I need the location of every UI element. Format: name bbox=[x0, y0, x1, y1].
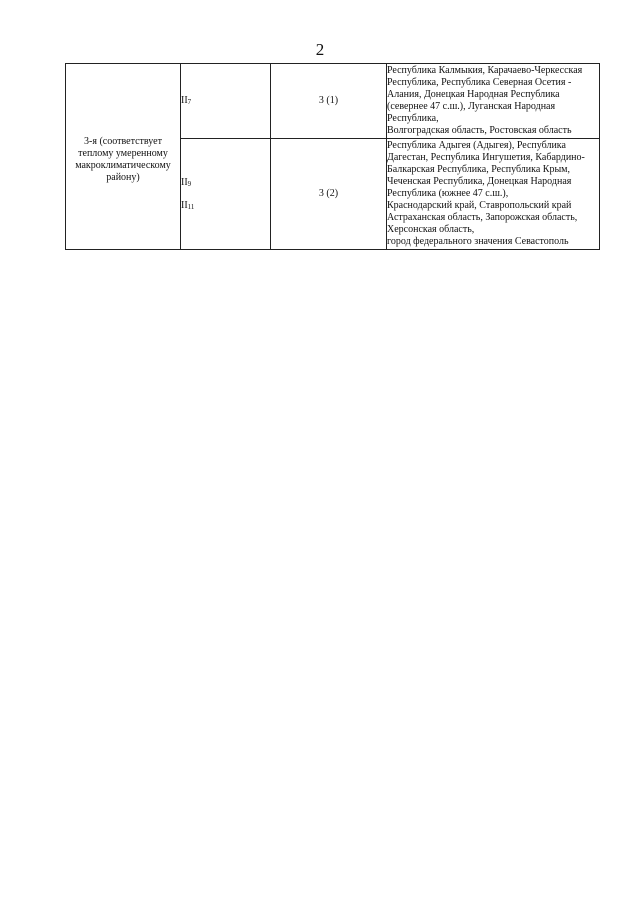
region-line: город федерального значения Севастополь bbox=[387, 236, 569, 247]
subzone-label: $II_9$ bbox=[181, 176, 192, 188]
region-line: Астраханская область, Запорожская область, bbox=[387, 212, 578, 223]
region-line: Дагестан, Республика Ингушетия, Кабардино- bbox=[387, 152, 585, 163]
climate-zones-table bbox=[65, 63, 600, 250]
regions-cell bbox=[387, 64, 600, 139]
region-line: Волгоградская область, Ростовская область bbox=[387, 125, 572, 136]
region-line: Республика (южнее 47 с.ш.), bbox=[387, 188, 509, 199]
region-line: (севернее 47 с.ш.), Луганская Народная bbox=[387, 101, 556, 112]
subzone-cell bbox=[181, 139, 271, 250]
climate-class-cell: 3 (1) bbox=[271, 64, 387, 139]
region-line: Херсонская область, bbox=[387, 224, 475, 235]
region-line: Республика Калмыкия, Карачаево-Черкесская bbox=[387, 65, 583, 76]
region-line: Республика, Республика Северная Осетия - bbox=[387, 77, 572, 88]
subzone-label: $II_7$ bbox=[181, 95, 192, 106]
region-line: Краснодарский край, Ставропольский край bbox=[387, 200, 572, 211]
zone-description: 3-я (соответствует теплому умеренному макроклиматическому району) bbox=[75, 135, 171, 183]
zone-description-cell bbox=[66, 64, 181, 250]
climate-class-cell: 3 (2) bbox=[271, 139, 387, 250]
subzone-cell bbox=[181, 64, 271, 139]
region-line: Алания, Донецкая Народная Республика bbox=[387, 89, 560, 100]
region-line: Чеченская Республика, Донецкая Народная bbox=[387, 176, 572, 187]
page-number: 2 bbox=[315, 40, 325, 59]
regions-cell bbox=[387, 139, 600, 250]
subzone-label: $II_{11}$ bbox=[181, 199, 195, 211]
region-line: Балкарская Республика, Республика Крым, bbox=[387, 164, 571, 175]
region-line: Республика, bbox=[387, 113, 439, 124]
table-row bbox=[66, 64, 600, 139]
region-line: Республика Адыгея (Адыгея), Республика bbox=[387, 140, 566, 151]
